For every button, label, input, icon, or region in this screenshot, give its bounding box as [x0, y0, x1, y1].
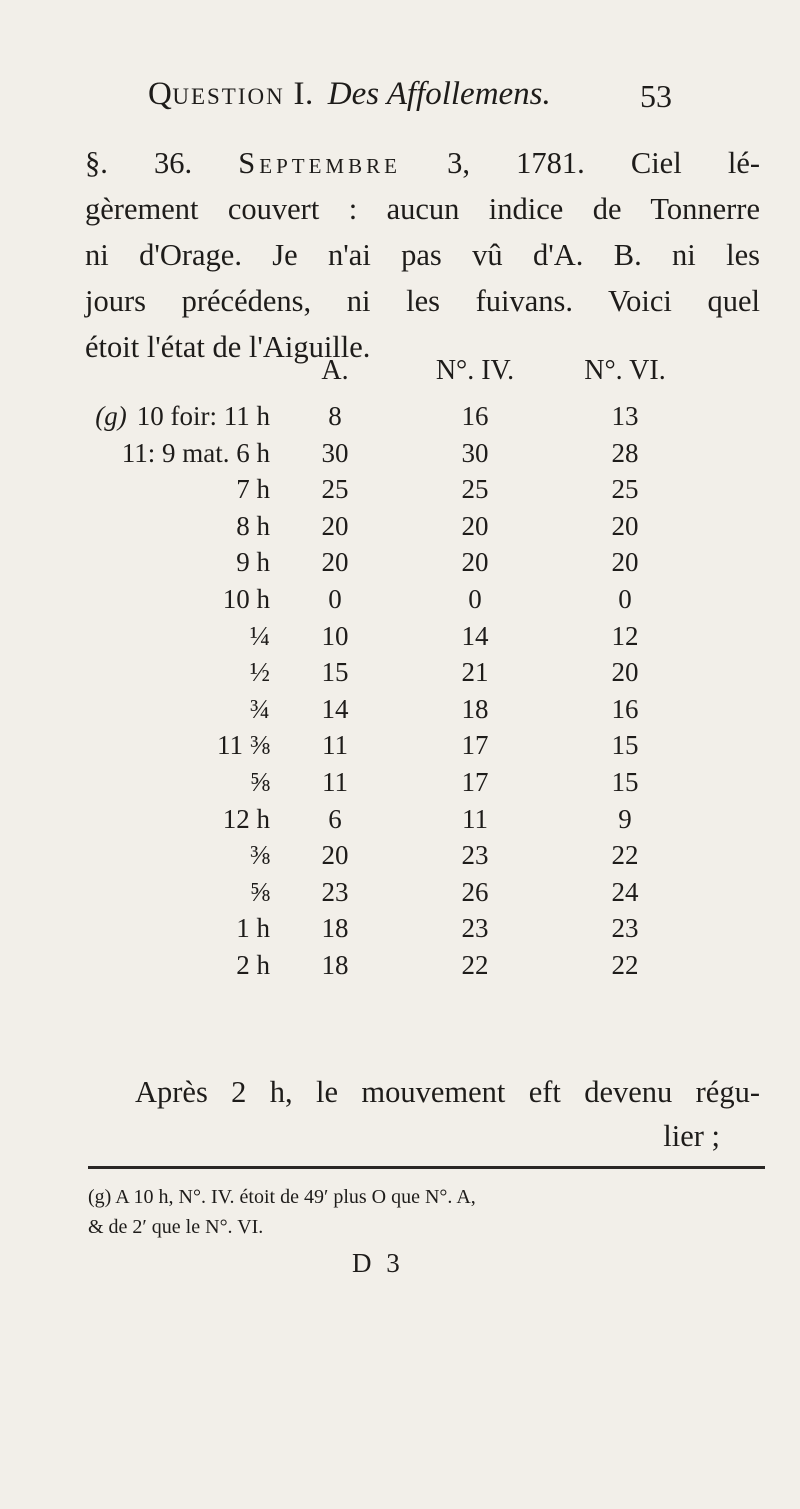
cell-a: 25 [321, 474, 349, 505]
cell-a: 23 [321, 876, 349, 907]
row-time-text: ⅝ [249, 766, 270, 797]
cell-n4: 23 [461, 840, 489, 871]
footnote-divider [88, 1166, 765, 1169]
closing-line-2: lier ; [663, 1119, 720, 1153]
cell-a: 11 [322, 730, 348, 761]
cell-a: 0 [328, 583, 342, 614]
cell-a: 15 [321, 657, 349, 688]
row-time-text: 10 foir: 11 h [136, 401, 270, 431]
row-time-label [250, 694, 270, 725]
closing-text [135, 1070, 760, 1158]
cell-n4: 20 [461, 510, 489, 541]
row-time-label [250, 767, 270, 798]
cell-a: 18 [321, 913, 349, 944]
row-time-text: 7 h [236, 474, 270, 505]
cell-n4: 14 [461, 620, 489, 651]
cell-n4: 23 [461, 913, 489, 944]
row-time-label [250, 877, 270, 908]
paragraph-line-4: jours précédens, ni les fuivans. Voici quel [85, 284, 760, 318]
paragraph-line-1 [85, 140, 760, 186]
paragraph-section-ref: §. 36. [85, 146, 239, 180]
cell-a: 30 [321, 437, 349, 468]
footnote-line-2: & de 2′ que le N°. VI. [88, 1216, 264, 1238]
cell-n4: 11 [462, 803, 488, 834]
cell-n4: 22 [461, 949, 489, 980]
table-row [110, 913, 770, 950]
paragraph-line-2: gèrement couvert : aucun indice de Tonnerre [85, 192, 760, 226]
table-row [110, 511, 770, 548]
table-row [110, 804, 770, 841]
cell-n4: 21 [461, 657, 489, 688]
cell-a: 20 [321, 510, 349, 541]
footnote [88, 1182, 768, 1242]
row-time-label [250, 657, 270, 688]
table-row [95, 401, 770, 438]
running-header [148, 76, 672, 126]
cell-a: 20 [321, 840, 349, 871]
cell-a: 6 [328, 803, 342, 834]
cell-n6: 20 [611, 510, 639, 541]
cell-n4: 0 [468, 583, 482, 614]
cell-n6: 20 [611, 547, 639, 578]
table-row [110, 438, 770, 475]
row-time-text: 9 h [236, 547, 270, 578]
header-title [148, 76, 314, 113]
paragraph-month: Septembre [238, 146, 401, 180]
row-time-label [236, 511, 270, 542]
row-time-text: 8 h [236, 510, 270, 541]
closing-line-1: Après 2 h, le mouvement eft devenu régu- [135, 1075, 760, 1109]
cell-n6: 22 [611, 949, 639, 980]
column-header-a: A. [321, 355, 349, 386]
row-time-label [236, 950, 270, 981]
cell-n6: 12 [611, 620, 639, 651]
table-row [110, 950, 770, 987]
cell-n4: 17 [461, 766, 489, 797]
column-header-n6: N°. VI. [584, 355, 666, 386]
table-row [110, 474, 770, 511]
table-row [110, 877, 770, 914]
cell-n6: 15 [611, 766, 639, 797]
cell-a: 14 [321, 693, 349, 724]
cell-n6: 20 [611, 657, 639, 688]
header-title-initial: Q [148, 76, 173, 112]
needle-readings-table [95, 355, 770, 987]
cell-n4: 17 [461, 730, 489, 761]
row-time-text: 12 h [222, 803, 270, 834]
cell-n4: 18 [461, 693, 489, 724]
cell-a: 8 [328, 401, 342, 431]
header-subtitle: Des Affollemens. [327, 76, 551, 112]
row-time-text: 11 ⅜ [217, 730, 270, 761]
table-row [110, 547, 770, 584]
table-row [110, 584, 770, 621]
row-time-text: ⅝ [249, 876, 270, 907]
row-time-text: ¾ [249, 693, 270, 724]
row-time-text: 10 h [222, 583, 270, 614]
row-time-label [250, 621, 270, 652]
cell-n4: 30 [461, 437, 489, 468]
cell-n4: 26 [461, 876, 489, 907]
cell-a: 18 [321, 949, 349, 980]
paragraph-line-3: ni d'Orage. Je n'ai pas vû d'A. B. ni les [85, 238, 760, 272]
header-title-rest: uestion [172, 76, 285, 112]
cell-n6: 23 [611, 913, 639, 944]
cell-n6: 9 [618, 803, 632, 834]
row-time-text: ⅜ [249, 840, 270, 871]
page-number: 53 [640, 78, 672, 114]
cell-n6: 13 [611, 401, 639, 431]
column-header-n4: N°. IV. [435, 355, 515, 386]
cell-n6: 15 [611, 730, 639, 761]
row-time-label [236, 474, 270, 505]
table-row [110, 730, 770, 767]
row-time-label [223, 804, 270, 835]
cell-n6: 24 [611, 876, 639, 907]
table-row [110, 657, 770, 694]
cell-a: 20 [321, 547, 349, 578]
paragraph-date-rest: 3, 1781. Ciel lé- [400, 146, 761, 180]
row-time-text: 11: 9 mat. 6 h [121, 437, 270, 468]
row-time-label [95, 401, 270, 432]
intro-paragraph [85, 140, 760, 370]
row-time-label [223, 584, 270, 615]
cell-n6: 0 [618, 583, 632, 614]
cell-n4: 25 [461, 474, 489, 505]
row-time-text: 2 h [236, 949, 270, 980]
paragraph-line-5: étoit l'état de l'Aiguille. [85, 330, 371, 364]
table-row [110, 621, 770, 658]
row-time-label [217, 730, 270, 761]
footnote-reference: (g) [95, 401, 127, 431]
cell-n6: 28 [611, 437, 639, 468]
table-header-row [110, 355, 770, 401]
signature-mark: D 3 [352, 1248, 404, 1278]
row-time-label [250, 840, 270, 871]
row-time-label [236, 547, 270, 578]
table-row [110, 694, 770, 731]
cell-n4: 16 [461, 401, 489, 431]
cell-a: 10 [321, 620, 349, 651]
cell-n6: 16 [611, 693, 639, 724]
cell-n4: 20 [461, 547, 489, 578]
footnote-line-1: (g) A 10 h, N°. IV. étoit de 49′ plus O que N°. A, [88, 1186, 476, 1208]
row-time-text: ½ [249, 657, 270, 688]
row-time-text: 1 h [236, 913, 270, 944]
cell-n6: 25 [611, 474, 639, 505]
row-time-label [122, 438, 270, 469]
row-time-text: ¼ [249, 620, 270, 651]
table-row [110, 767, 770, 804]
row-time-label [236, 913, 270, 944]
cell-n6: 22 [611, 840, 639, 871]
header-title-number: I. [293, 76, 314, 112]
table-row [110, 840, 770, 877]
cell-a: 11 [322, 766, 348, 797]
